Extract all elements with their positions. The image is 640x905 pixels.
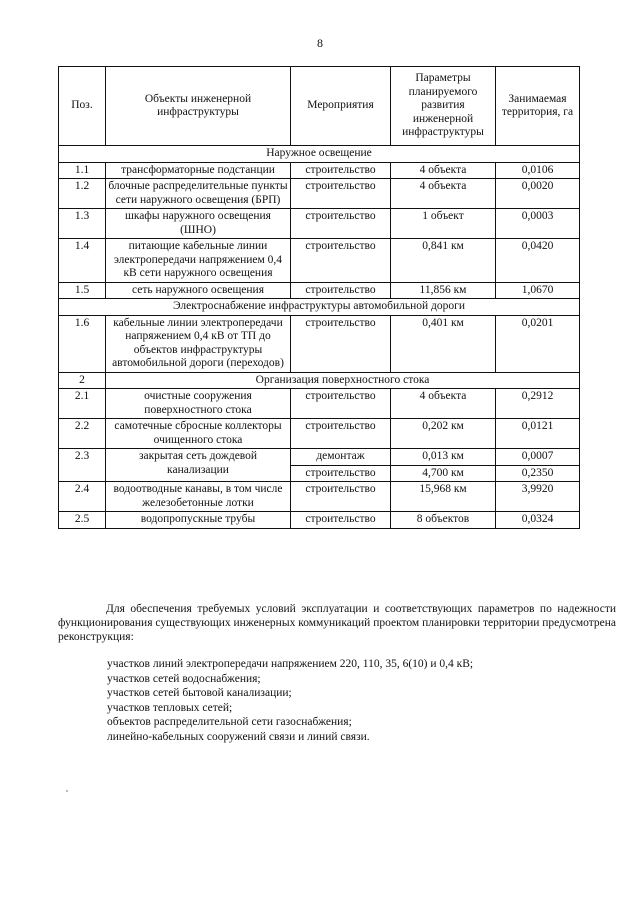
table-row (59, 209, 580, 239)
row-param: 4,700 км (391, 465, 496, 482)
row-object: сеть наружного освещения (106, 282, 291, 299)
table-row (59, 512, 580, 529)
row-pos: 2.5 (59, 512, 106, 529)
row-param: 0,841 км (391, 239, 496, 283)
infrastructure-table (58, 66, 580, 529)
row-object: питающие кабельные линии электропередачи напряжением 0,4 кВ сети наружного освещения (106, 239, 291, 283)
row-object: самотечные сбросные коллекторы очищенного стока (106, 419, 291, 449)
row-area: 0,0007 (496, 449, 580, 466)
table-row (59, 179, 580, 209)
list-item: объектов распределительной сети газоснабжения; (107, 716, 352, 729)
row-area: 0,2350 (496, 465, 580, 482)
row-pos: 2.1 (59, 389, 106, 419)
row-area: 0,0420 (496, 239, 580, 283)
row-measure: демонтаж (291, 449, 391, 466)
row-measure: строительство (291, 419, 391, 449)
paragraph-text: Для обеспечения требуемых условий эксплуатации и соответствующих параметров по надежности функционирования существующих инженерных коммуникаций проектом планировки территории предусмотрена реконструкция: (58, 603, 616, 643)
row-param: 4 объекта (391, 179, 496, 209)
row-param: 4 объекта (391, 389, 496, 419)
list-item: участков сетей бытовой канализации; (107, 687, 292, 700)
section-title: Электроснабжение инфраструктуры автомобильной дороги (59, 299, 580, 316)
row-area: 0,0201 (496, 315, 580, 372)
row-object: трансформаторные подстанции (106, 162, 291, 179)
table-row (59, 389, 580, 419)
row-measure: строительство (291, 512, 391, 529)
table-header-row (59, 67, 580, 146)
row-object: шкафы наружного освещения (ШНО) (106, 209, 291, 239)
table-row (59, 315, 580, 372)
row-object: очистные сооружения поверхностного стока (106, 389, 291, 419)
row-measure: строительство (291, 282, 391, 299)
row-area: 0,2912 (496, 389, 580, 419)
row-area: 0,0324 (496, 512, 580, 529)
table-row (59, 482, 580, 512)
section-row (59, 299, 580, 316)
header-area: Занимаемая территория, га (496, 67, 580, 146)
row-object: закрытая сеть дождевой канализации (106, 449, 291, 482)
row-pos: 1.1 (59, 162, 106, 179)
row-measure: строительство (291, 179, 391, 209)
section-pos: 2 (59, 372, 106, 389)
header-params: Параметры планируемого развития инженерной инфраструктуры (391, 67, 496, 146)
row-param: 0,401 км (391, 315, 496, 372)
table-row (59, 162, 580, 179)
row-pos: 2.4 (59, 482, 106, 512)
row-object: блочные распределительные пункты сети наружного освещения (БРП) (106, 179, 291, 209)
section-row (59, 146, 580, 163)
reconstruction-list (107, 657, 473, 745)
row-param: 0,202 км (391, 419, 496, 449)
section-row (59, 372, 580, 389)
row-object: водопропускные трубы (106, 512, 291, 529)
page-number: 8 (317, 36, 323, 50)
row-measure: строительство (291, 465, 391, 482)
row-param: 8 объектов (391, 512, 496, 529)
section-title: Организация поверхностного стока (106, 372, 580, 389)
row-param: 4 объекта (391, 162, 496, 179)
header-objects: Объекты инженерной инфраструктуры (106, 67, 291, 146)
section-title: Наружное освещение (59, 146, 580, 163)
header-pos: Поз. (59, 67, 106, 146)
row-measure: строительство (291, 389, 391, 419)
row-measure: строительство (291, 315, 391, 372)
row-param: 1 объект (391, 209, 496, 239)
list-item: участков сетей водоснабжения; (107, 672, 261, 685)
row-area: 1,0670 (496, 282, 580, 299)
header-measures: Мероприятия (291, 67, 391, 146)
row-object: кабельные линии электропередачи напряжением 0,4 кВ от ТП до объектов инфраструктуры автомобильной дороги (переходов) (106, 315, 291, 372)
row-measure: строительство (291, 209, 391, 239)
row-param: 11,856 км (391, 282, 496, 299)
row-area: 0,0020 (496, 179, 580, 209)
row-param: 15,968 км (391, 482, 496, 512)
row-pos: 1.2 (59, 179, 106, 209)
list-item: участков линий электропередачи напряжением 220, 110, 35, 6(10) и 0,4 кВ; (107, 658, 474, 670)
row-measure: строительство (291, 482, 391, 512)
row-measure: строительство (291, 239, 391, 283)
table-row (59, 239, 580, 283)
table-row (59, 419, 580, 449)
table-row (59, 282, 580, 299)
row-pos: 1.4 (59, 239, 106, 283)
table-row (59, 449, 580, 466)
list-item: участков тепловых сетей; (107, 701, 233, 714)
row-pos: 1.6 (59, 315, 106, 372)
row-area: 0,0121 (496, 419, 580, 449)
row-area: 0,0106 (496, 162, 580, 179)
row-pos: 2.3 (59, 449, 106, 482)
row-pos: 1.5 (59, 282, 106, 299)
row-pos: 2.2 (59, 419, 106, 449)
row-param: 0,013 км (391, 449, 496, 466)
scan-speck (66, 790, 68, 792)
row-area: 3,9920 (496, 482, 580, 512)
body-paragraph (58, 602, 616, 644)
row-area: 0,0003 (496, 209, 580, 239)
list-item: линейно-кабельных сооружений связи и линий связи. (107, 730, 370, 743)
row-object: водоотводные канавы, в том числе железобетонные лотки (106, 482, 291, 512)
row-measure: строительство (291, 162, 391, 179)
row-pos: 1.3 (59, 209, 106, 239)
